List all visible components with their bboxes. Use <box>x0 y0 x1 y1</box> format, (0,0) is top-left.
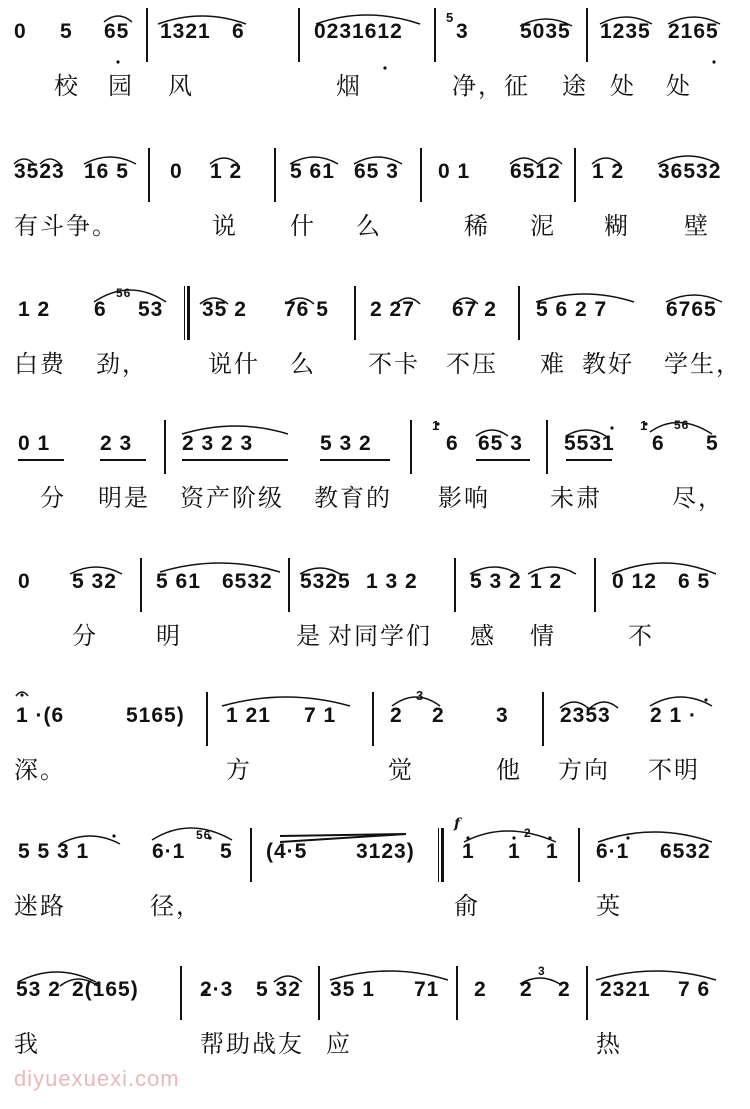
lyric: 分 <box>40 484 66 512</box>
note: 2 <box>558 978 571 1001</box>
lyric: 分 <box>72 622 98 650</box>
note: 2 1 · <box>650 704 698 727</box>
bar-line <box>456 966 458 1020</box>
note: 5531 <box>564 432 615 455</box>
note: 6 <box>94 298 107 321</box>
lyric-row <box>0 886 750 932</box>
dynamic-mark: f <box>454 816 461 832</box>
note: 6·1 <box>152 840 186 863</box>
note: 35 1 <box>330 978 375 1001</box>
note: 1 <box>546 840 559 863</box>
bar-line <box>164 420 166 474</box>
note: 7 6 <box>678 978 711 1001</box>
notation-row <box>0 412 750 474</box>
notation-row <box>0 278 750 340</box>
lyric: 方向 <box>558 756 610 784</box>
lyric-row <box>0 206 750 252</box>
lyric: 迷路 <box>14 892 66 920</box>
lyric: 净，征 <box>452 72 530 100</box>
note: 6·1 <box>596 840 630 863</box>
note: (4·5 <box>266 840 308 863</box>
lyric: 对同学们 <box>328 622 432 650</box>
note: 65 3 <box>354 160 399 183</box>
lyric-row <box>0 66 750 112</box>
grace-note: 56 <box>116 286 132 300</box>
note: 1 2 <box>18 298 51 321</box>
lyric: 什 <box>290 212 316 240</box>
note: 76 5 <box>284 298 329 321</box>
score-system <box>0 0 750 130</box>
lyric: 劲， <box>96 350 148 378</box>
lyric: 处 <box>666 72 692 100</box>
lyric: 明 <box>156 622 182 650</box>
lyric: 他 <box>496 756 522 784</box>
lyric: 难 <box>540 350 566 378</box>
bar-line <box>410 420 412 474</box>
note: 5 3 2 <box>320 432 372 455</box>
grace-note: 56 <box>196 828 212 842</box>
note: 1 <box>462 840 475 863</box>
bar-line <box>274 148 276 202</box>
note: 0 <box>18 570 31 593</box>
note: 1 3 2 <box>366 570 418 593</box>
note: 6 <box>652 432 665 455</box>
bar-line <box>594 558 596 612</box>
note: 3 <box>456 20 469 43</box>
note: 3523 <box>14 160 65 183</box>
lyric: 英 <box>596 892 622 920</box>
notation-row <box>0 550 750 612</box>
note: 53 <box>138 298 164 321</box>
score-system <box>0 684 750 814</box>
note: 5165) <box>126 704 185 727</box>
lyric-row <box>0 750 750 796</box>
note: 1 <box>508 840 521 863</box>
notation-row <box>0 816 750 882</box>
note: 2 3 2 3 <box>182 432 254 455</box>
bar-line <box>206 692 208 746</box>
note: 1321 <box>160 20 211 43</box>
bar-line <box>518 286 520 340</box>
lyric: 么 <box>290 350 316 378</box>
score-system <box>0 140 750 270</box>
note: 71 <box>414 978 440 1001</box>
note: 2·3 <box>200 978 234 1001</box>
lyric: 不卡 <box>368 350 420 378</box>
lyric: 糊 <box>604 212 630 240</box>
note: 7 1 <box>304 704 337 727</box>
note: 3 <box>496 704 509 727</box>
note: 5035 <box>520 20 571 43</box>
grace-note: 1 <box>640 418 649 433</box>
note: 1235 <box>600 20 651 43</box>
grace-note: 1 <box>432 418 441 433</box>
lyric: 烟 <box>336 72 362 100</box>
note: 65 3 <box>478 432 523 455</box>
note: 1 2 <box>530 570 563 593</box>
lyric: 教育的 <box>314 484 392 512</box>
bar-line <box>438 828 444 882</box>
note: 6532 <box>222 570 273 593</box>
bar-line <box>288 558 290 612</box>
lyric: 觉 <box>388 756 414 784</box>
lyric: 稀 <box>464 212 490 240</box>
bar-line <box>542 692 544 746</box>
note: 6 <box>446 432 459 455</box>
lyric: 帮助战友 <box>200 1030 304 1058</box>
note: 5 5 3 1 <box>18 840 90 863</box>
bar-line <box>140 558 142 612</box>
bar-line <box>180 966 182 1020</box>
lyric: 处 <box>610 72 636 100</box>
lyric: 径， <box>150 892 202 920</box>
lyric: 不压 <box>446 350 498 378</box>
note: 5 <box>220 840 233 863</box>
note: 0 <box>14 20 27 43</box>
lyric: 深。 <box>14 756 66 784</box>
note: 16 5 <box>84 160 129 183</box>
note: 2 27 <box>370 298 415 321</box>
bar-line <box>298 8 300 62</box>
note: 0 1 <box>438 160 471 183</box>
lyric: 学生， <box>664 350 742 378</box>
lyric: 壁 <box>684 212 710 240</box>
lyric: 资产阶级 <box>180 484 284 512</box>
grace-note: 56 <box>674 418 690 432</box>
bar-line <box>318 966 320 1020</box>
lyric-row <box>0 478 750 524</box>
note: 2 <box>432 704 445 727</box>
note: 5 61 <box>156 570 201 593</box>
note: 5 61 <box>290 160 335 183</box>
lyric: 有斗争。 <box>14 212 118 240</box>
note: 2(165) <box>72 978 139 1001</box>
note: 5 <box>60 20 73 43</box>
bar-line <box>546 420 548 474</box>
note: 5 32 <box>72 570 117 593</box>
bar-line <box>586 8 588 62</box>
note: 1 2 <box>592 160 625 183</box>
bar-line <box>148 148 150 202</box>
lyric: 白费 <box>14 350 66 378</box>
note: 53 2 <box>16 978 61 1001</box>
note: 2 <box>390 704 403 727</box>
lyric: 么 <box>356 212 382 240</box>
notation-row <box>0 0 750 62</box>
lyric: 我 <box>14 1030 40 1058</box>
lyric: 校 <box>54 72 80 100</box>
lyric: 风 <box>168 72 194 100</box>
note: 5 3 2 <box>470 570 522 593</box>
lyric: 教好 <box>582 350 634 378</box>
note: 5 <box>706 432 719 455</box>
bar-line <box>434 8 436 62</box>
lyric-row <box>0 1024 750 1070</box>
note: 6 <box>232 20 245 43</box>
note: 0 <box>170 160 183 183</box>
note: 2321 <box>600 978 651 1001</box>
notation-row <box>0 140 750 202</box>
lyric: 感 <box>470 622 496 650</box>
note: 6532 <box>660 840 711 863</box>
bar-line <box>184 286 190 340</box>
lyric-row <box>0 616 750 662</box>
lyric: 热 <box>596 1030 622 1058</box>
note: 1 21 <box>226 704 271 727</box>
score-system <box>0 278 750 408</box>
lyric: 不 <box>628 622 654 650</box>
bar-line <box>454 558 456 612</box>
lyric: 情 <box>530 622 556 650</box>
note: 5 6 2 7 <box>536 298 608 321</box>
note: 5 32 <box>256 978 301 1001</box>
bar-line <box>420 148 422 202</box>
score-system <box>0 412 750 542</box>
note: 2 <box>520 978 533 1001</box>
lyric: 尽， <box>672 484 724 512</box>
note: 67 2 <box>452 298 497 321</box>
notation-row <box>0 958 750 1020</box>
site-watermark: diyuexuexi.com <box>14 1066 180 1091</box>
bar-line <box>250 828 252 882</box>
lyric: 影响 <box>438 484 490 512</box>
lyric: 明是 <box>98 484 150 512</box>
bar-line <box>574 148 576 202</box>
lyric: 说什 <box>208 350 260 378</box>
grace-note: 3 <box>538 964 546 978</box>
bar-line <box>372 692 374 746</box>
note: 2 <box>474 978 487 1001</box>
note: 2165 <box>668 20 719 43</box>
note: 1 ·(6 <box>16 704 65 727</box>
note: 3123) <box>356 840 415 863</box>
score-system <box>0 550 750 680</box>
bar-line <box>354 286 356 340</box>
lyric: 应 <box>326 1030 352 1058</box>
note: 35 2 <box>202 298 247 321</box>
notation-row <box>0 684 750 746</box>
slur-marks <box>0 684 750 746</box>
note: 2353 <box>560 704 611 727</box>
bar-line <box>578 828 580 882</box>
note: 36532 <box>658 160 722 183</box>
lyric-row <box>0 344 750 390</box>
bar-line <box>586 966 588 1020</box>
note: 5325 <box>300 570 351 593</box>
grace-note: 2 <box>524 826 532 840</box>
note: 6 5 <box>678 570 711 593</box>
note: 6512 <box>510 160 561 183</box>
lyric: 途 <box>562 72 588 100</box>
lyric: 园 <box>108 72 134 100</box>
note: 1 2 <box>210 160 243 183</box>
lyric: 方 <box>226 756 252 784</box>
note: 0231612 <box>314 20 403 43</box>
grace-note: 3 <box>416 688 425 703</box>
note: 2 3 <box>100 432 133 455</box>
lyric: 说 <box>212 212 238 240</box>
note: 0 12 <box>612 570 657 593</box>
lyric: 俞 <box>454 892 480 920</box>
note: 65 <box>104 20 130 43</box>
score-system <box>0 816 750 950</box>
bar-line <box>146 8 148 62</box>
note: 6765 <box>666 298 717 321</box>
note: 0 1 <box>18 432 51 455</box>
lyric: 不明 <box>648 756 700 784</box>
lyric: 未肃 <box>550 484 602 512</box>
grace-note: 5 <box>446 10 455 25</box>
lyric: 泥 <box>530 212 556 240</box>
lyric: 是 <box>296 622 322 650</box>
